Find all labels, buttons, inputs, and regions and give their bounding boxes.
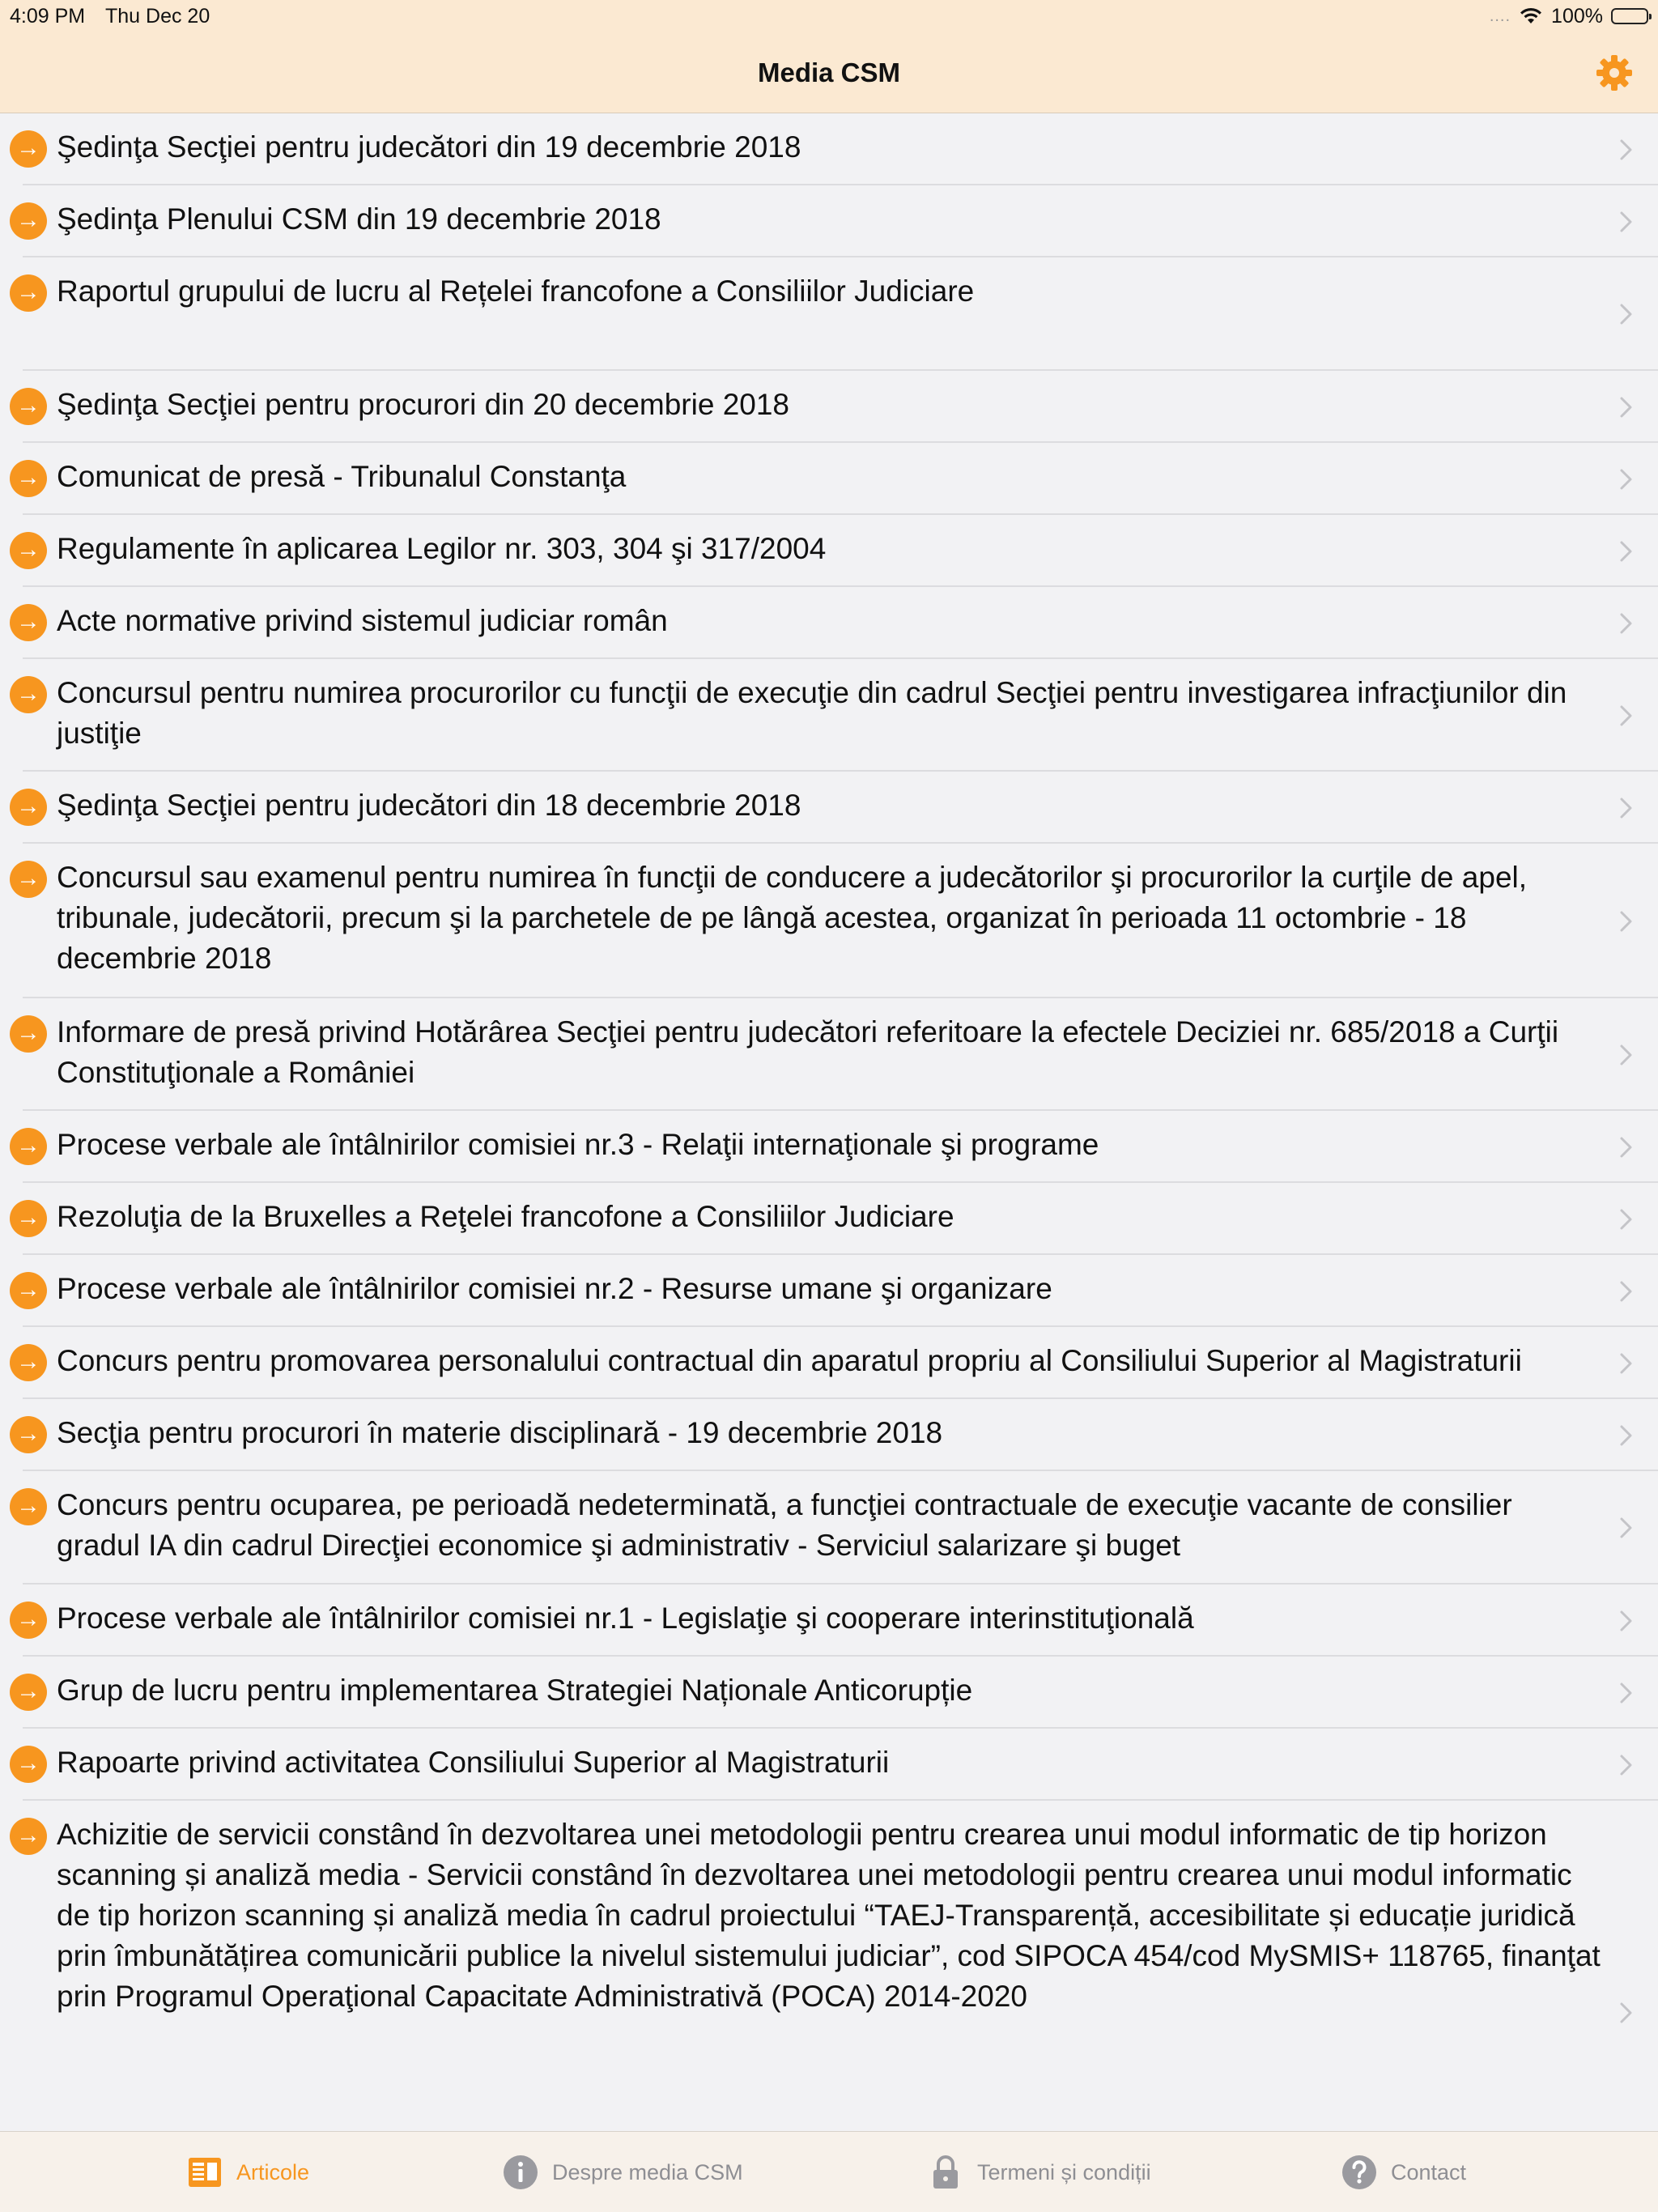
arrow-right-icon: → [10, 604, 47, 641]
status-indicators [1490, 0, 1648, 32]
status-time: 4:09 PM [10, 5, 86, 28]
chevron-right-icon [1618, 610, 1635, 637]
list-item[interactable] [0, 371, 1658, 443]
article-title: Concurs pentru promovarea personalului contractual din aparatul propriu al Consiliului Superior al Magistraturii [57, 1344, 1522, 1377]
list-item[interactable] [0, 1111, 1658, 1183]
arrow-right-icon: → [10, 1818, 47, 1855]
article-title: Achizitie de servicii constând în dezvoltarea unei metodologii pentru crearea unui modul informatic de tip horizon scanning și analiză media - Servicii constând în dezvoltarea unei metodologii pentru crearea unui modul informatic de tip horizon scanning și analiză media în cadrul proiectului “TAEJ-Transparență, accesibilitate și educație juridică prin îmbunătățirea comunicării publice la nivelul sistemului judiciar”, cod SIPOCA 454/cod MySMIS+ 118765, finanţat prin Programul Operaţional Capacitate Administrativă (POCA) 2014-2020 [57, 1818, 1601, 2013]
info-icon [502, 2154, 539, 2191]
tab-label: Contact [1391, 2159, 1467, 2184]
tab-bar [0, 2131, 1658, 2212]
chevron-right-icon [1618, 466, 1635, 493]
arrow-right-icon: → [10, 1015, 47, 1053]
arrow-right-icon: → [10, 130, 47, 168]
article-title: Acte normative privind sistemul judiciar român [57, 604, 668, 637]
article-title: Procese verbale ale întâlnirilor comisiei nr.2 - Resurse umane şi organizare [57, 1272, 1052, 1305]
article-title: Şedinţa Secţiei pentru judecători din 19 decembrie 2018 [57, 130, 801, 164]
list-item[interactable] [0, 587, 1658, 659]
arrow-right-icon: → [10, 1272, 47, 1309]
arrow-right-icon: → [10, 1488, 47, 1525]
article-title: Procese verbale ale întâlnirilor comisiei nr.1 - Legislaţie şi cooperare interinstituţională [57, 1602, 1194, 1635]
arrow-right-icon: → [10, 202, 47, 240]
status-bar [0, 0, 1658, 32]
arrow-right-icon: → [10, 1416, 47, 1453]
arrow-right-icon: → [10, 1200, 47, 1237]
arrow-right-icon: → [10, 460, 47, 497]
chevron-right-icon [1618, 702, 1635, 730]
list-item[interactable] [0, 1657, 1658, 1729]
article-title: Comunicat de presă - Tribunalul Constanţa [57, 460, 627, 493]
chevron-right-icon [1618, 1999, 1635, 2027]
list-item[interactable] [0, 185, 1658, 257]
tab-label: Termeni și condiții [977, 2159, 1151, 2184]
article-title: Rapoarte privind activitatea Consiliului Superior al Magistraturii [57, 1746, 890, 1779]
status-date: Thu Dec 20 [105, 5, 210, 28]
gear-icon[interactable] [1595, 53, 1634, 92]
chevron-right-icon [1618, 1422, 1635, 1449]
list-item[interactable] [0, 1801, 1658, 2131]
navigation-bar [0, 32, 1658, 113]
chevron-right-icon [1618, 1278, 1635, 1305]
chevron-right-icon [1618, 136, 1635, 164]
list-item[interactable] [0, 1729, 1658, 1801]
article-title: Şedinţa Secţiei pentru procurori din 20 decembrie 2018 [57, 388, 790, 421]
chevron-right-icon [1618, 208, 1635, 236]
article-title: Regulamente în aplicarea Legilor nr. 303, 304 şi 317/2004 [57, 532, 827, 565]
arrow-right-icon: → [10, 676, 47, 713]
battery-icon [1611, 8, 1648, 24]
chevron-right-icon [1618, 1041, 1635, 1069]
chevron-right-icon [1618, 908, 1635, 935]
list-item[interactable] [0, 1585, 1658, 1657]
arrow-right-icon: → [10, 1128, 47, 1165]
chevron-right-icon [1618, 794, 1635, 822]
chevron-right-icon [1618, 1607, 1635, 1635]
arrow-right-icon: → [10, 1674, 47, 1711]
list-item[interactable] [0, 113, 1658, 185]
arrow-right-icon: → [10, 388, 47, 425]
list-item[interactable] [0, 1255, 1658, 1327]
list-item[interactable] [0, 1471, 1658, 1585]
chevron-right-icon [1618, 1206, 1635, 1233]
tab-termeni[interactable] [927, 2132, 1151, 2212]
tab-articole[interactable] [186, 2132, 309, 2212]
list-item[interactable] [0, 1183, 1658, 1255]
chevron-right-icon [1618, 1679, 1635, 1707]
chevron-right-icon [1618, 1514, 1635, 1542]
tab-despre[interactable] [502, 2132, 743, 2212]
chevron-right-icon [1618, 1751, 1635, 1779]
question-icon [1341, 2154, 1378, 2191]
article-title: Concursul sau examenul pentru numirea în funcţii de conducere a judecătorilor şi procurorilor la curţile de apel, tribunale, judecătorii, precum şi la parchetele de pe lângă acestea, organizat în perioada 11 octombrie - 18 decembrie 2018 [57, 861, 1528, 975]
arrow-right-icon: → [10, 861, 47, 898]
list-item[interactable] [0, 844, 1658, 998]
article-title: Concurs pentru ocuparea, pe perioadă nedeterminată, a funcţiei contractuale de execuţie vacante de consilier gradul IA din cadrul Direcţiei economice şi administrativ - Serviciul salarizare şi buget [57, 1488, 1512, 1562]
arrow-right-icon: → [10, 789, 47, 826]
articles-list [0, 113, 1658, 2131]
article-title: Rezoluţia de la Bruxelles a Reţelei francofone a Consiliilor Judiciare [57, 1200, 954, 1233]
arrow-right-icon: → [10, 532, 47, 569]
list-item[interactable] [0, 1327, 1658, 1399]
list-item[interactable] [0, 257, 1658, 371]
chevron-right-icon [1618, 300, 1635, 328]
lock-icon [927, 2154, 964, 2191]
signal-icon: .... [1489, 7, 1511, 25]
list-item[interactable] [0, 515, 1658, 587]
arrow-right-icon: → [10, 274, 47, 312]
article-title: Secţia pentru procurori în materie disciplinară - 19 decembrie 2018 [57, 1416, 943, 1449]
article-title: Şedinţa Secţiei pentru judecători din 18 decembrie 2018 [57, 789, 801, 822]
list-item[interactable] [0, 659, 1658, 772]
chevron-right-icon [1618, 393, 1635, 421]
chevron-right-icon [1618, 538, 1635, 565]
list-item[interactable] [0, 443, 1658, 515]
arrow-right-icon: → [10, 1746, 47, 1783]
tab-label: Despre media CSM [552, 2159, 743, 2184]
wifi-icon [1519, 7, 1543, 25]
tab-label: Articole [236, 2159, 310, 2184]
article-title: Procese verbale ale întâlnirilor comisiei nr.3 - Relaţii internaţionale şi programe [57, 1128, 1099, 1161]
articles-icon [186, 2154, 223, 2191]
tab-contact[interactable] [1341, 2132, 1466, 2212]
article-title: Şedinţa Plenului CSM din 19 decembrie 2018 [57, 202, 661, 236]
article-title: Informare de presă privind Hotărârea Secţiei pentru judecători referitoare la efectele Deciziei nr. 685/2018 a Curţii Constituţionale a României [57, 1015, 1559, 1089]
chevron-right-icon [1618, 1350, 1635, 1377]
article-title: Raportul grupului de lucru al Rețelei francofone a Consiliilor Judiciare [57, 274, 975, 308]
list-item[interactable] [0, 772, 1658, 844]
arrow-right-icon: → [10, 1344, 47, 1381]
article-title: Concursul pentru numirea procurorilor cu funcţii de execuţie din cadrul Secţiei pentru investigarea infracţiunilor din justiţie [57, 676, 1567, 750]
battery-percent: 100% [1551, 5, 1603, 28]
list-item[interactable] [0, 1399, 1658, 1471]
arrow-right-icon: → [10, 1602, 47, 1639]
article-title: Grup de lucru pentru implementarea Strategiei Naționale Anticorupție [57, 1674, 973, 1707]
chevron-right-icon [1618, 1134, 1635, 1161]
page-title: Media CSM [757, 57, 901, 87]
list-item[interactable] [0, 998, 1658, 1111]
